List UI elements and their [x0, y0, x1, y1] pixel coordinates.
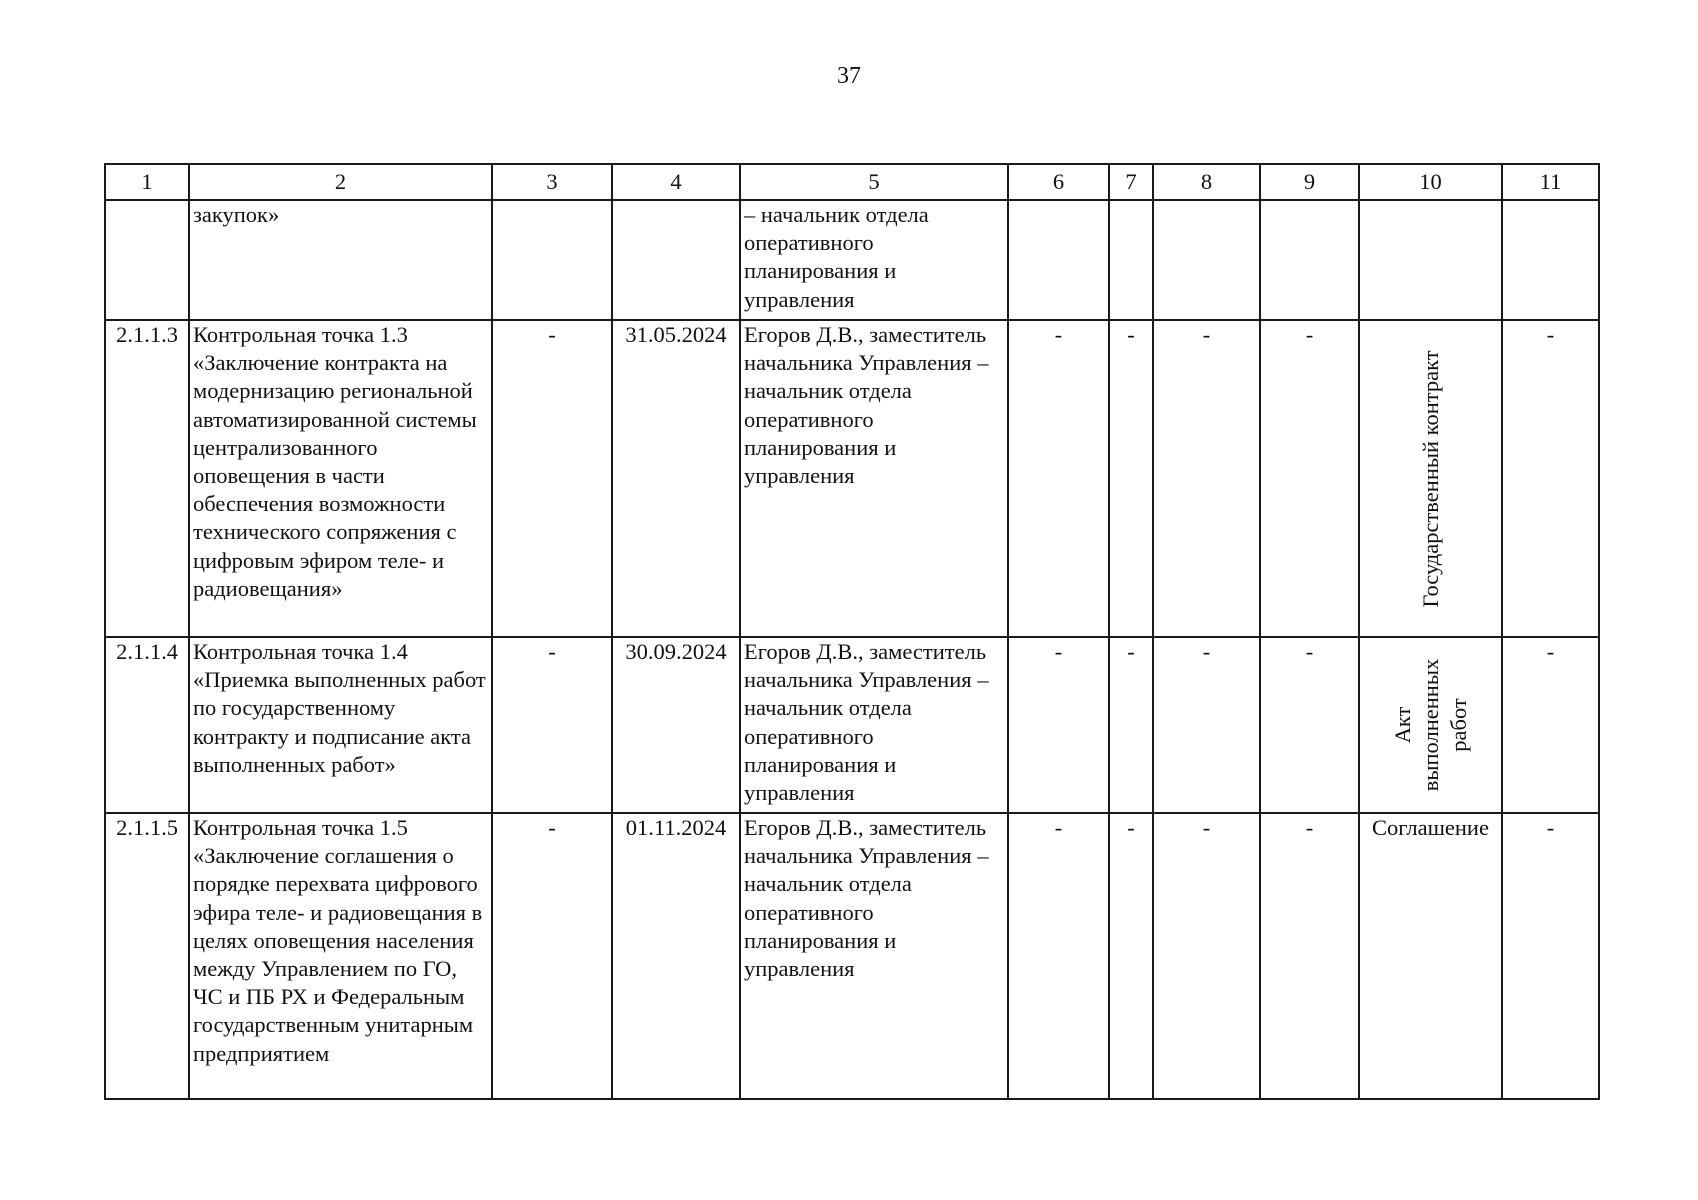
- row-col9: -: [1260, 320, 1359, 637]
- row-col8: -: [1153, 637, 1260, 813]
- column-header: 3: [492, 164, 612, 200]
- row-name: Контрольная точка 1.4 «Приемка выполненных работ по государственному контракту и подписание акта выполненных работ»: [189, 637, 492, 813]
- document-line: выполненных: [1417, 658, 1443, 792]
- row-name: Контрольная точка 1.3 «Заключение контракта на модернизацию региональной автоматизированной системы централизованного оповещения в части обеспечения возможности технического сопряжения с цифровым эфиром теле- и радиовещания»: [189, 320, 492, 637]
- table-row: [105, 320, 1599, 637]
- row-col7: -: [1109, 637, 1153, 813]
- column-header: 10: [1359, 164, 1502, 200]
- table-row: [105, 813, 1599, 1099]
- row-col3: -: [492, 813, 612, 1099]
- column-header: 7: [1109, 164, 1153, 200]
- row-col8: -: [1153, 320, 1260, 637]
- row-col8: -: [1153, 813, 1260, 1099]
- row-document: [1359, 320, 1502, 637]
- column-header: 11: [1502, 164, 1599, 200]
- column-header: 2: [189, 164, 492, 200]
- row-col7: [1109, 200, 1153, 320]
- row-code: [105, 200, 189, 320]
- document-line: работ: [1445, 698, 1471, 752]
- row-code: 2.1.1.4: [105, 637, 189, 813]
- page-number: 37: [837, 63, 861, 89]
- row-col7: -: [1109, 813, 1153, 1099]
- row-col9: -: [1260, 813, 1359, 1099]
- document-line: Акт: [1389, 706, 1415, 744]
- row-date: 01.11.2024: [612, 813, 740, 1099]
- row-col11: -: [1502, 813, 1599, 1099]
- column-header: 8: [1153, 164, 1260, 200]
- row-document: [1359, 637, 1502, 813]
- row-col3: [492, 200, 612, 320]
- row-col6: -: [1008, 320, 1109, 637]
- row-col9: [1260, 200, 1359, 320]
- row-col6: -: [1008, 637, 1109, 813]
- row-col8: [1153, 200, 1260, 320]
- column-header: 4: [612, 164, 740, 200]
- column-header: 1: [105, 164, 189, 200]
- table-row: [105, 637, 1599, 813]
- row-col11: -: [1502, 320, 1599, 637]
- row-col11: [1502, 200, 1599, 320]
- row-document-text: Государственный контракт: [1417, 349, 1443, 608]
- row-col3: -: [492, 320, 612, 637]
- row-date: 30.09.2024: [612, 637, 740, 813]
- row-col6: -: [1008, 813, 1109, 1099]
- row-responsible: Егоров Д.В., заместитель начальника Управления – начальник отдела оперативного планирования и управления: [740, 320, 1008, 637]
- table-row: [105, 200, 1599, 320]
- row-document: [1359, 200, 1502, 320]
- plan-table: [104, 163, 1600, 1100]
- header-row: [105, 164, 1599, 200]
- row-code: 2.1.1.3: [105, 320, 189, 637]
- row-document-text: [1389, 659, 1473, 791]
- row-name: Контрольная точка 1.5 «Заключение соглашения о порядке перехвата цифрового эфира теле- и радиовещания в целях оповещения населения между Управлением по ГО, ЧС и ПБ РХ и Федеральным государственным унитарным предприятием: [189, 813, 492, 1099]
- row-responsible: – начальник отдела оперативного планирования и управления: [740, 200, 1008, 320]
- row-col7: -: [1109, 320, 1153, 637]
- row-col6: [1008, 200, 1109, 320]
- row-responsible: Егоров Д.В., заместитель начальника Управления – начальник отдела оперативного планирования и управления: [740, 813, 1008, 1099]
- row-date: 31.05.2024: [612, 320, 740, 637]
- row-col3: -: [492, 637, 612, 813]
- row-code: 2.1.1.5: [105, 813, 189, 1099]
- row-date: [612, 200, 740, 320]
- row-responsible: Егоров Д.В., заместитель начальника Управления – начальник отдела оперативного планирования и управления: [740, 637, 1008, 813]
- row-document: Соглашение: [1359, 813, 1502, 1099]
- row-col9: -: [1260, 637, 1359, 813]
- column-header: 6: [1008, 164, 1109, 200]
- row-col11: -: [1502, 637, 1599, 813]
- row-name: закупок»: [189, 200, 492, 320]
- column-header: 5: [740, 164, 1008, 200]
- column-header: 9: [1260, 164, 1359, 200]
